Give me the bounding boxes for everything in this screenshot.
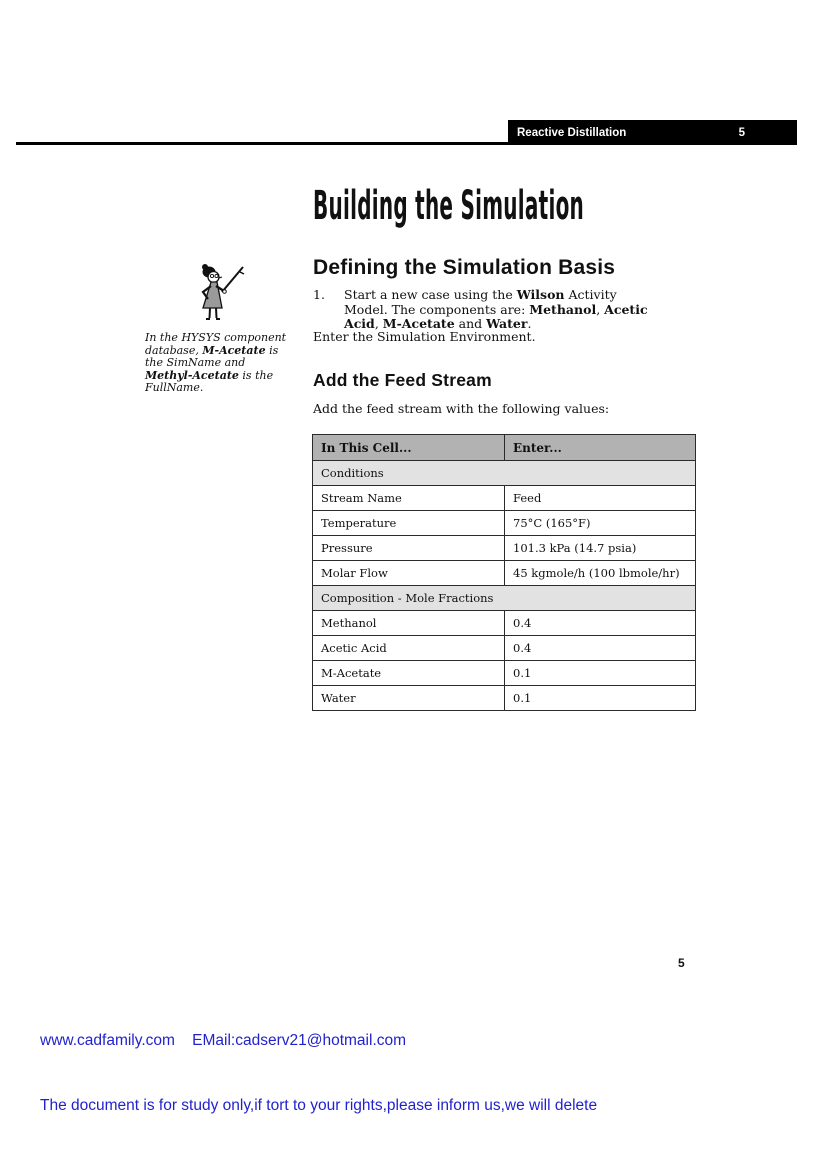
enter-environment-text: Enter the Simulation Environment. bbox=[313, 329, 536, 344]
table-section-row bbox=[313, 461, 696, 486]
table-row bbox=[313, 486, 696, 511]
row-value: 101.3 kPa (14.7 psia) bbox=[505, 536, 696, 561]
table-intro-text: Add the feed stream with the following values: bbox=[313, 401, 610, 416]
row-value: 0.1 bbox=[505, 661, 696, 686]
table-row bbox=[313, 561, 696, 586]
header-rule bbox=[16, 142, 797, 145]
step-text: Start a new case using the Wilson Activity Model. The components are: Methanol, Acetic Acid, M-Acetate and Water. bbox=[344, 287, 648, 331]
row-value: Feed bbox=[505, 486, 696, 511]
row-label: M-Acetate bbox=[313, 661, 505, 686]
row-label: Methanol bbox=[313, 611, 505, 636]
row-value: 45 kgmole/h (100 lbmole/hr) bbox=[505, 561, 696, 586]
row-label: Acetic Acid bbox=[313, 636, 505, 661]
feed-stream-values-table bbox=[312, 434, 696, 711]
table-row bbox=[313, 536, 696, 561]
instructor-pointer-icon bbox=[186, 262, 250, 326]
row-value: 75°C (165°F) bbox=[505, 511, 696, 536]
table-row bbox=[313, 636, 696, 661]
table-section-row bbox=[313, 586, 696, 611]
row-label: Stream Name bbox=[313, 486, 505, 511]
margin-note: In the HYSYS component database, M-Acetate is the SimName and Methyl-Acetate is the FullName. bbox=[145, 331, 287, 395]
row-label: Water bbox=[313, 686, 505, 711]
row-value: 0.1 bbox=[505, 686, 696, 711]
table-header-col1: In This Cell... bbox=[313, 435, 505, 461]
subsection-heading: Add the Feed Stream bbox=[313, 370, 492, 390]
table-row bbox=[313, 611, 696, 636]
table-row bbox=[313, 686, 696, 711]
row-label: Molar Flow bbox=[313, 561, 505, 586]
section-row-label: Composition - Mole Fractions bbox=[313, 586, 696, 611]
running-header-page-number: 5 bbox=[738, 126, 745, 139]
row-value: 0.4 bbox=[505, 611, 696, 636]
section-row-label: Conditions bbox=[313, 461, 696, 486]
numbered-step-1 bbox=[313, 288, 673, 332]
table-header-col2: Enter... bbox=[505, 435, 696, 461]
table-row bbox=[313, 511, 696, 536]
row-label: Temperature bbox=[313, 511, 505, 536]
table-header-row bbox=[313, 435, 696, 461]
instructor-illustration bbox=[186, 262, 250, 326]
watermark-line-2: The document is for study only,if tort to your rights,please inform us,we will delete bbox=[40, 1096, 598, 1114]
row-label: Pressure bbox=[313, 536, 505, 561]
chapter-title: Building the Simulation bbox=[313, 183, 585, 229]
watermark-text bbox=[40, 987, 597, 1159]
footer-page-number: 5 bbox=[678, 956, 685, 970]
section-heading: Defining the Simulation Basis bbox=[313, 256, 616, 279]
watermark-line-1: www.cadfamily.com EMail:cadserv21@hotmail.com bbox=[40, 1032, 407, 1049]
table-row bbox=[313, 661, 696, 686]
step-number: 1. bbox=[313, 287, 325, 302]
row-value: 0.4 bbox=[505, 636, 696, 661]
running-header-chapter: Reactive Distillation bbox=[517, 126, 627, 139]
